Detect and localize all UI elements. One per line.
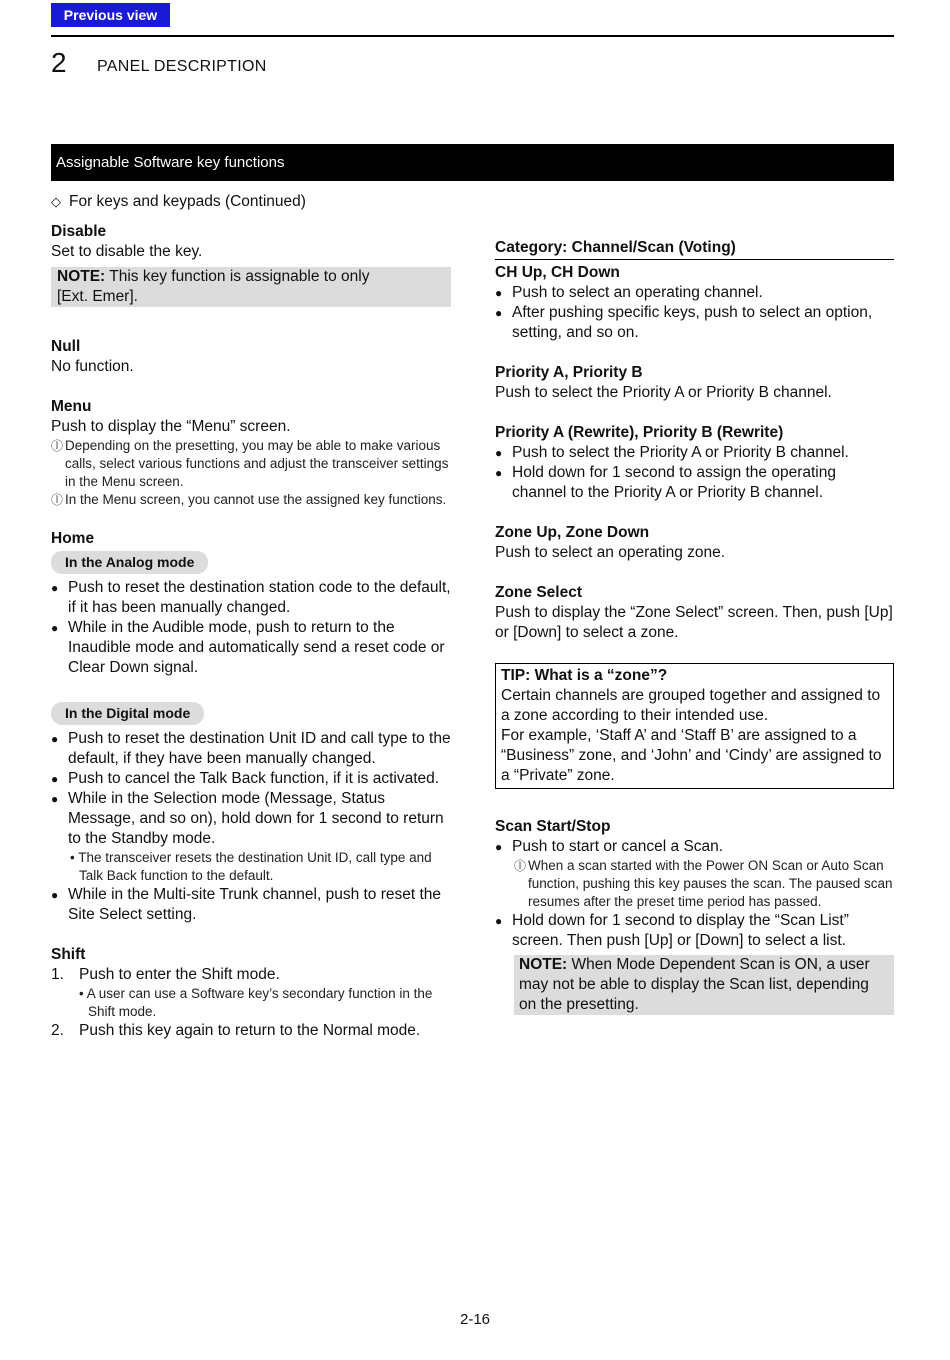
list-item: ● After pushing specific keys, push to select an option, setting, and so on.	[495, 303, 873, 341]
tip-text-2: For example, ‘Staff A’ and ‘Staff B’ are assigned to a “Business” zone, and ‘John’ and ‘Cindy’ are assigned to a “Private” zone.	[501, 726, 882, 784]
list-item: 2. Push this key again to return to the Normal mode.	[51, 1022, 421, 1039]
menu-desc: Push to display the “Menu” screen.	[51, 418, 291, 435]
diamond-icon: ◇	[51, 194, 61, 209]
disable-note	[51, 267, 451, 307]
bullet-icon: ●	[495, 445, 503, 460]
list-item: ● While in the Selection mode (Message, Status Message, and so on), hold down for 1 second to return to the Standby mode.	[51, 790, 444, 847]
list-item: ● While in the Audible mode, push to return to the Inaudible mode and automatically send a reset code or Clear Down signal.	[51, 619, 445, 676]
bullet-icon: ●	[51, 581, 59, 595]
info-icon: ⓛ	[51, 493, 64, 507]
bullet-icon: ●	[51, 621, 59, 635]
bullet-icon: ●	[495, 305, 503, 320]
menu-title: Menu	[51, 398, 92, 415]
right-column	[495, 222, 894, 1015]
bullet-icon: ●	[495, 839, 503, 854]
shift-title: Shift	[51, 946, 86, 963]
list-item: ● While in the Multi-site Trunk channel, push to reset the Site Select setting.	[51, 886, 442, 923]
header-rule	[51, 35, 894, 37]
list-item: ● Push to start or cancel a Scan.	[495, 837, 724, 855]
tip-box	[495, 663, 894, 789]
zone-updown-title: Zone Up, Zone Down	[495, 523, 650, 541]
info-icon: ⓛ	[51, 439, 64, 453]
list-subitem: • A user can use a Software key’s secondary function in the Shift mode.	[79, 986, 433, 1019]
bullet-icon: ●	[51, 732, 59, 746]
disable-title: Disable	[51, 223, 107, 240]
left-column	[51, 222, 451, 1041]
list-item: 1. Push to enter the Shift mode.	[51, 966, 280, 983]
digital-mode-label: In the Digital mode	[51, 702, 204, 725]
list-item: ● Hold down for 1 second to display the “Scan List” screen. Then push [Up] or [Down] to select a list.	[495, 911, 849, 949]
list-item: ● Push to cancel the Talk Back function, if it is activated.	[51, 770, 440, 787]
subsection-heading-text: For keys and keypads (Continued)	[69, 193, 306, 210]
bullet-icon: ●	[495, 913, 503, 928]
note-text: This key function is assignable to only	[105, 268, 370, 285]
scan-note	[514, 955, 894, 1015]
scan-info: ⓛ When a scan started with the Power ON Scan or Auto Scan function, pushing this key pauses the scan. The paused scan resumes after the preset time period has passed.	[514, 857, 893, 909]
note-label: NOTE:	[57, 268, 106, 285]
menu-info-1: ⓛ Depending on the presetting, you may be able to make various calls, select various functions and adjust the transceiver settings in the Menu screen.	[51, 438, 449, 489]
section-banner-title: Assignable Software key functions	[56, 154, 285, 171]
previous-view-button[interactable]: Previous view	[51, 3, 170, 27]
list-item: ● Push to select an operating channel.	[495, 283, 763, 301]
list-item: ● Push to reset the destination Unit ID and call type to the default, if they have been manually changed.	[51, 730, 451, 767]
note-text-2: [Ext. Emer].	[57, 288, 138, 305]
zone-select-title: Zone Select	[495, 583, 582, 601]
priority-desc: Push to select the Priority A or Priority B channel.	[495, 383, 832, 401]
zone-updown-desc: Push to select an operating zone.	[495, 543, 726, 561]
bullet-icon: ●	[495, 285, 503, 300]
section-banner	[51, 144, 894, 181]
priority-title: Priority A, Priority B	[495, 363, 643, 381]
tip-text-1: Certain channels are grouped together and assigned to a zone according to their intended use.	[501, 686, 881, 724]
bullet-icon: ●	[495, 465, 503, 480]
null-title: Null	[51, 338, 81, 355]
null-desc: No function.	[51, 358, 134, 375]
bullet-icon: ●	[51, 888, 59, 902]
bullet-icon: ●	[51, 792, 59, 806]
ch-title: CH Up, CH Down	[495, 263, 620, 281]
bullet-icon: ●	[51, 772, 59, 786]
priority-rewrite-title: Priority A (Rewrite), Priority B (Rewrite)	[495, 423, 784, 441]
subsection-heading	[51, 193, 306, 211]
category-heading: Category: Channel/Scan (Voting)	[495, 238, 894, 260]
note-text: When Mode Dependent Scan is ON, a user may not be able to display the Scan list, depending on the presetting.	[519, 955, 870, 1013]
scan-title: Scan Start/Stop	[495, 817, 611, 835]
home-title: Home	[51, 530, 95, 547]
chapter-number: 2	[51, 47, 67, 78]
list-item: ● Hold down for 1 second to assign the operating channel to the Priority A or Priority B channel.	[495, 463, 836, 501]
page-number: 2-16	[459, 1311, 491, 1328]
chapter-title: PANEL DESCRIPTION	[97, 58, 267, 75]
analog-mode-label: In the Analog mode	[51, 551, 208, 574]
list-item: ● Push to reset the destination station code to the default, if it has been manually changed.	[51, 579, 451, 616]
menu-info-2: ⓛ In the Menu screen, you cannot use the assigned key functions.	[51, 492, 447, 507]
list-item: ● Push to select the Priority A or Priority B channel.	[495, 443, 849, 461]
zone-select-desc: Push to display the “Zone Select” screen. Then, push [Up] or [Down] to select a zone.	[495, 603, 893, 641]
info-icon: ⓛ	[514, 858, 527, 873]
list-subitem: • The transceiver resets the destination Unit ID, call type and Talk Back function to the default.	[70, 850, 432, 883]
disable-desc: Set to disable the key.	[51, 243, 203, 260]
note-label: NOTE:	[519, 955, 568, 973]
tip-title: TIP: What is a “zone”?	[501, 666, 668, 684]
